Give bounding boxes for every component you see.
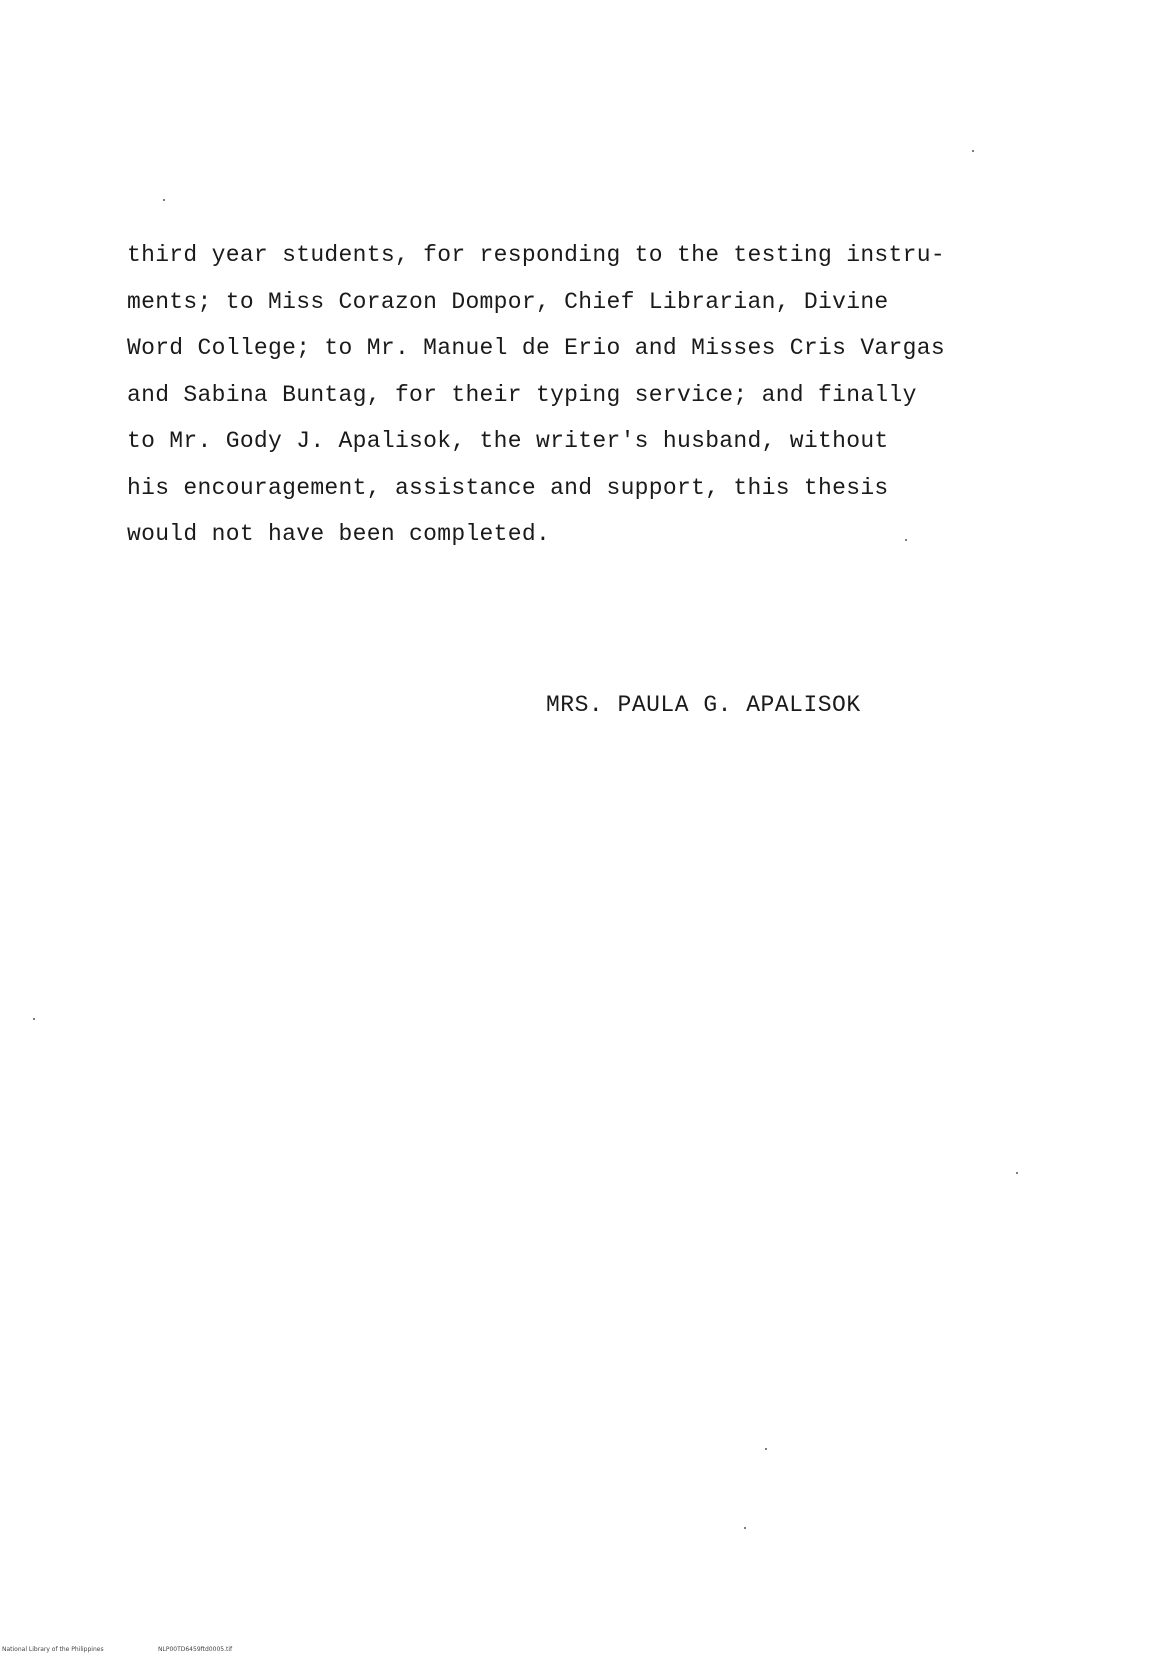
author-signature: MRS. PAULA G. APALISOK [546, 692, 861, 718]
footer-source: National Library of the Philippines [2, 1646, 104, 1653]
paragraph-line-3: Word College; to Mr. Manuel de Erio and Misses Cris Vargas [127, 335, 945, 361]
acknowledgment-paragraph [127, 232, 957, 558]
scan-speck [33, 1018, 35, 1020]
paragraph-line-5: to Mr. Gody J. Apalisok, the writer's husband, without [127, 428, 889, 454]
scan-speck [972, 150, 974, 152]
scan-speck [1016, 1172, 1018, 1174]
paragraph-line-6: his encouragement, assistance and support, this thesis [127, 474, 889, 501]
paragraph-line-1: third year students, for responding to the testing instru- [127, 242, 945, 268]
scan-speck [905, 539, 907, 541]
scan-speck [163, 199, 165, 201]
footer-file-id: NLP00TD6459ftd0005.tif [158, 1646, 233, 1653]
paragraph-line-2: ments; to Miss Corazon Dompor, Chief Librarian, Divine [127, 288, 889, 315]
scan-speck [765, 1448, 767, 1450]
paragraph-line-4: and Sabina Buntag, for their typing service; and finally [127, 381, 917, 408]
scan-speck [744, 1527, 746, 1529]
paragraph-line-7: would not have been completed. [127, 521, 551, 547]
